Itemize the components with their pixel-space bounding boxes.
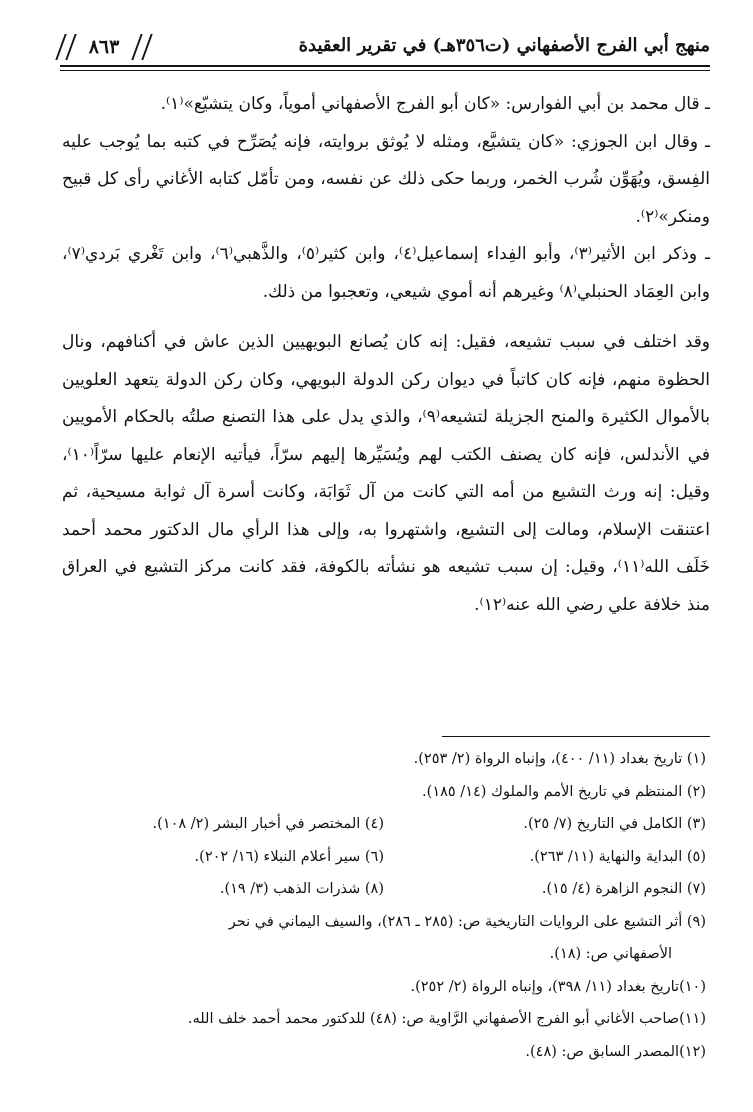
footnote-text: (٩) أثر التشيع على الروايات التاريخية ص: (٢٨٥ ـ ٢٨٦)، والسيف اليماني في نحر — [228, 913, 706, 930]
paragraph: ـ قال محمد بن أبي الفوارس: «كان أبو الفرج الأصفهاني أموياً، وكان يتشيّع»⁽١⁾. — [160, 94, 710, 114]
running-title: منهج أبي الفرج الأصفهاني (ت٣٥٦هـ) في تقرير العقيدة — [298, 35, 710, 56]
footnote: (١) تاريخ بغداد (١١/ ٤٠٠)، وإنباه الرواة (٢/ ٢٥٣). — [413, 751, 706, 767]
footnote: (١٠)تاريخ بغداد (١١/ ٣٩٨)، وإنباه الرواة (٢/ ٢٥٢). — [410, 978, 706, 995]
footnotes — [62, 743, 706, 1068]
footnote: (١١)صاحب الأغاني أبو الفرج الأصفهاني الرَّاوية ص: (٤٨) للدكتور محمد أحمد خلف الله. — [187, 1011, 706, 1027]
footnote-row — [62, 808, 706, 841]
footnote: (٧) النجوم الزاهرة (٤/ ١٥). — [541, 881, 706, 897]
footnote-row — [62, 873, 706, 906]
footnote — [62, 906, 706, 971]
footnote: (٤) المختصر في أخبار البشر (٢/ ١٠٨). — [152, 816, 384, 832]
page-header — [60, 26, 710, 76]
footnote: (٦) سير أعلام النبلاء (١٦/ ٢٠٢). — [194, 848, 384, 865]
footnote-separator — [442, 736, 710, 737]
paragraph: وقد اختلف في سبب تشيعه، فقيل: إنه كان يُصانع البويهيين الذين عاش في أكنافهم، ونال الحظوة منهم، فإنه كان كاتباً في ديوان ركن الدولة البويهي، وكان ركن الدولة يتعهد العلويين بالأموال الكثيرة والمنح الجزيلة لتشيعه⁽٩⁾، والذي يدل على هذا التصنع صلتُه بالحكام الأمويين في الأندلس، فإنه كان يصنف الكتب لهم ويُسَيِّرها إليهم سرّاً، فيأتيه الإنعام عليها سرّاً⁽١٠⁾، وقيل: إنه ورث التشيع من أمه التي كانت من آل ثَوَابَة، وكانت أسرة آل ثوابة مسيحية، ثم اعتنقت الإسلام، ومالت إلى التشيع، واشتهروا به، وإلى هذا الرأي مال الدكتور محمد أحمد خَلَف الله⁽١١⁾، وقيل: إن سبب تشيعه هو نشأته بالكوفة، فقد كانت مركز التشيع في العراق منذ خلافة علي رضي الله عنه⁽١٢⁾. — [62, 332, 710, 615]
main-text — [62, 86, 710, 624]
paragraph: ـ وقال ابن الجوزي: «كان يتشيَّع، ومثله لا يُوثق بروايته، فإنه يُصَرِّح في كتبه بما يُوجب عليه الفِسق، ويُهَوِّن شُرب الخمر، وربما حكى ذلك عن نفسه، ومن تأمّل كتابه الأغاني رأى كل قبيح ومنكر»⁽٢⁾. — [62, 131, 710, 227]
footnote: (٢) المنتظم في تاريخ الأمم والملوك (١٤/ ١٨٥). — [422, 783, 706, 800]
footnote: (٥) البداية والنهاية (١١/ ٢٦٣). — [529, 848, 706, 865]
footnote: (٨) شذرات الذهب (٣/ ١٩). — [219, 881, 384, 897]
page-number: ٨٦٣ — [60, 34, 148, 60]
paragraph: ـ وذكر ابن الأثير⁽٣⁾، وأبو الفِداء إسماعيل⁽٤⁾، وابن كثير⁽٥⁾، والذَّهبي⁽٦⁾، وابن تَغْري بَردي⁽٧⁾، وابن العِمَاد الحنبلي⁽٨⁾ وغيرهم أنه أموي شيعي، وتعجبوا من ذلك. — [62, 244, 710, 302]
footnote-row — [62, 841, 706, 874]
footnote-continuation: الأصفهاني ص: (١٨). — [549, 946, 672, 962]
header-rule — [60, 65, 710, 67]
footnote: (١٢)المصدر السابق ص: (٤٨). — [525, 1043, 706, 1060]
footnote: (٣) الكامل في التاريخ (٧/ ٢٥). — [523, 816, 706, 832]
header-rule-thin — [60, 70, 710, 71]
